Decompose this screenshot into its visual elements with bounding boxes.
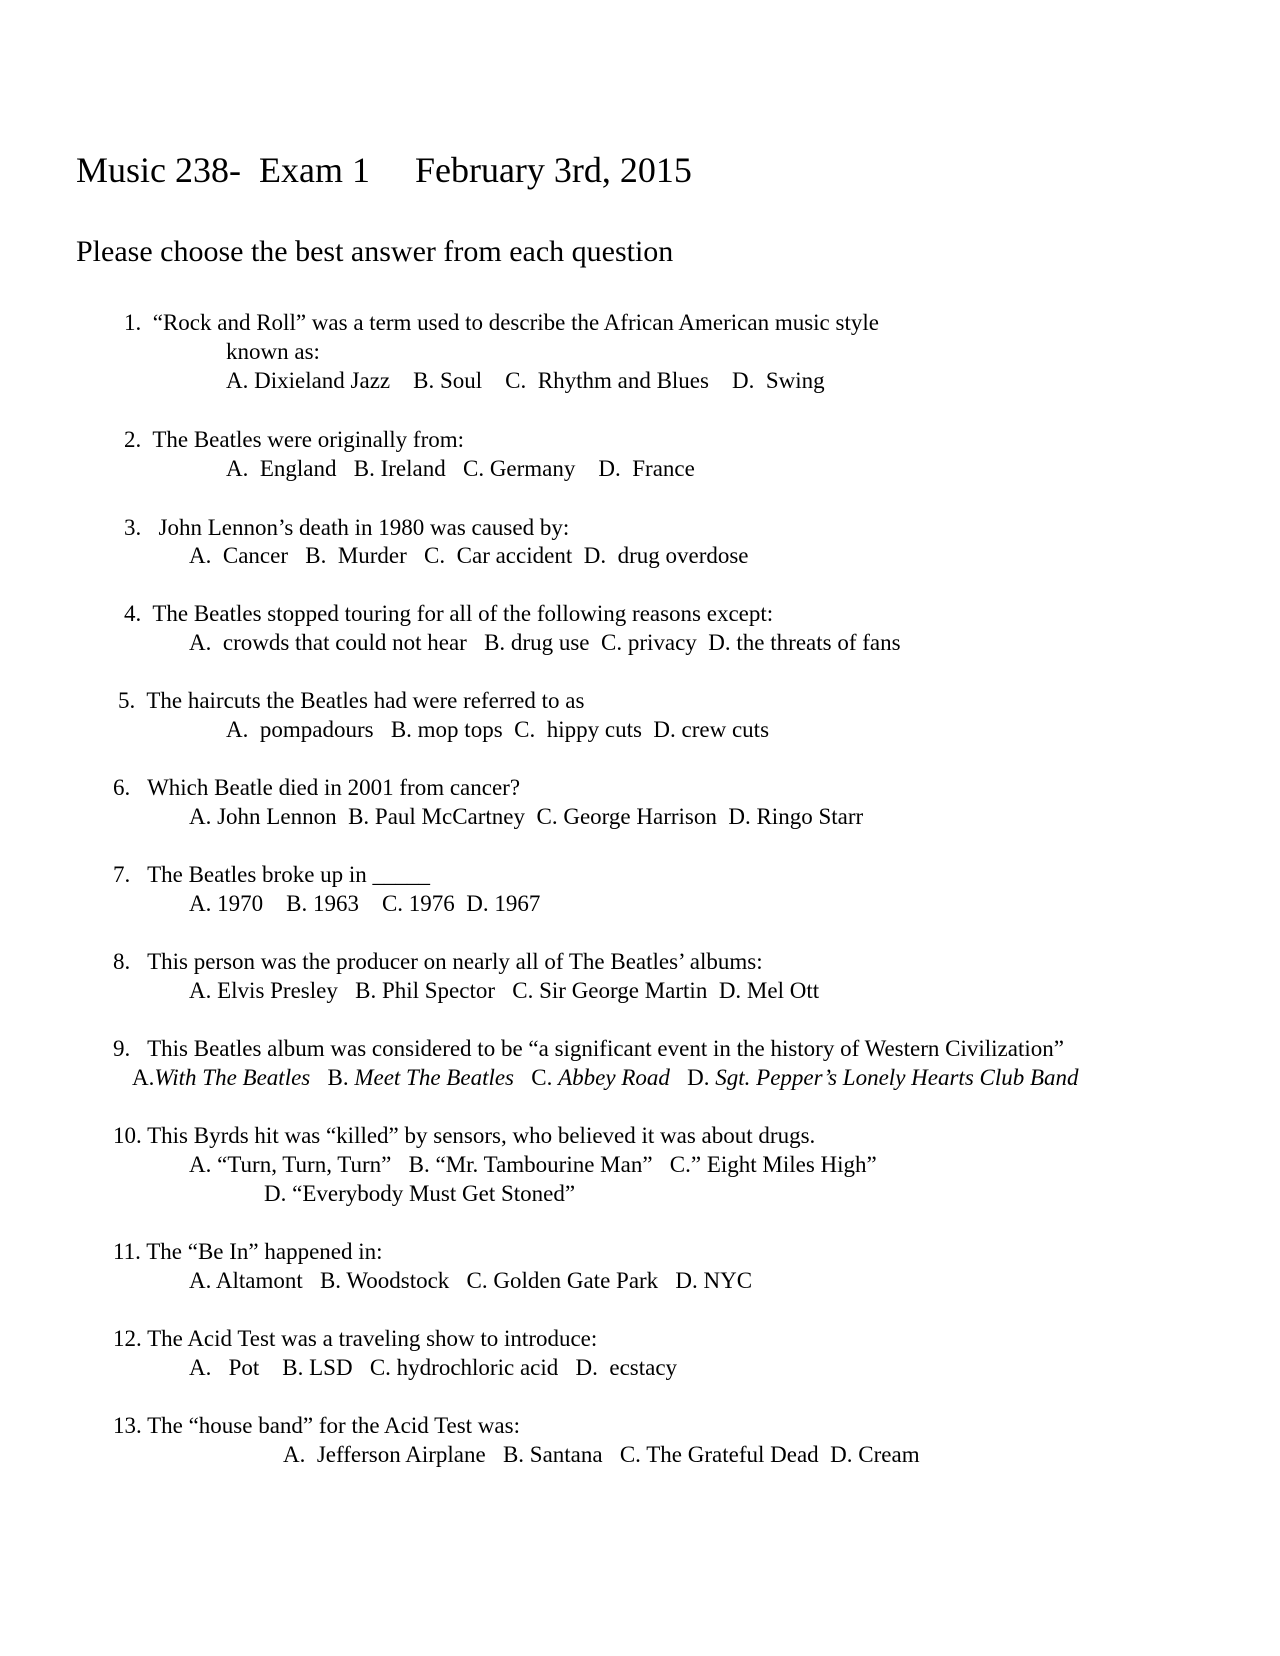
- question-7-text: 7. The Beatles broke up in _____: [113, 862, 431, 887]
- question-1-text: 1. “Rock and Roll” was a term used to describe the African American music style: [124, 310, 879, 335]
- question-9-choice-b-letter: B.: [327, 1065, 355, 1090]
- question-13-choices: A. Jefferson Airplane B. Santana C. The Grateful Dead D. Cream: [283, 1442, 920, 1467]
- question-2-text: 2. The Beatles were originally from:: [124, 427, 465, 452]
- question-9-text: 9. This Beatles album was considered to be “a significant event in the history of Western Civilization”: [113, 1036, 1064, 1061]
- question-10-choices-cont: D. “Everybody Must Get Stoned”: [264, 1181, 576, 1206]
- question-4-text: 4. The Beatles stopped touring for all of the following reasons except:: [124, 601, 774, 626]
- exam-instructions: Please choose the best answer from each question: [76, 235, 674, 268]
- question-9-choice-c-letter: C.: [531, 1065, 559, 1090]
- question-9-choice-a-letter: A.: [132, 1065, 155, 1090]
- question-5-text: 5. The haircuts the Beatles had were referred to as: [118, 688, 585, 713]
- question-4-choices: A. crowds that could not hear B. drug use C. privacy D. the threats of fans: [189, 630, 901, 655]
- question-6-text: 6. Which Beatle died in 2001 from cancer?: [113, 775, 521, 800]
- question-12-text: 12. The Acid Test was a traveling show to introduce:: [113, 1326, 598, 1351]
- question-1-choices: A. Dixieland Jazz B. Soul C. Rhythm and Blues D. Swing: [226, 368, 825, 393]
- question-10-choices: A. “Turn, Turn, Turn” B. “Mr. Tambourine Man” C.” Eight Miles High”: [189, 1152, 877, 1177]
- question-7-choices: A. 1970 B. 1963 C. 1976 D. 1967: [189, 891, 541, 916]
- question-2-choices: A. England B. Ireland C. Germany D. France: [226, 456, 695, 481]
- question-9-choice-d-title: Sgt. Pepper’s Lonely Hearts Club Band: [715, 1065, 1079, 1090]
- question-8-text: 8. This person was the producer on nearly all of The Beatles’ albums:: [113, 949, 763, 974]
- question-3-text: 3. John Lennon’s death in 1980 was caused by:: [124, 515, 570, 540]
- question-6-choices: A. John Lennon B. Paul McCartney C. George Harrison D. Ringo Starr: [189, 804, 864, 829]
- question-5-choices: A. pompadours B. mop tops C. hippy cuts D. crew cuts: [226, 717, 770, 742]
- question-9-choice-c-title: Abbey Road: [558, 1065, 670, 1090]
- question-12-choices: A. Pot B. LSD C. hydrochloric acid D. ecstacy: [189, 1355, 678, 1380]
- question-3-choices: A. Cancer B. Murder C. Car accident D. drug overdose: [189, 543, 749, 568]
- question-9-choice-d-letter: D.: [687, 1065, 716, 1090]
- question-11-choices: A. Altamont B. Woodstock C. Golden Gate Park D. NYC: [189, 1268, 753, 1293]
- exam-title: Music 238- Exam 1 February 3rd, 2015: [76, 150, 692, 190]
- question-8-choices: A. Elvis Presley B. Phil Spector C. Sir George Martin D. Mel Ott: [189, 978, 820, 1003]
- question-9-choice-a-title: With The Beatles: [154, 1065, 311, 1090]
- question-10-text: 10. This Byrds hit was “killed” by sensors, who believed it was about drugs.: [113, 1123, 816, 1148]
- question-11-text: 11. The “Be In” happened in:: [113, 1239, 383, 1264]
- question-1-text-cont: known as:: [226, 339, 320, 364]
- question-13-text: 13. The “house band” for the Acid Test was:: [113, 1413, 520, 1438]
- question-9-choice-b-title: Meet The Beatles: [354, 1065, 515, 1090]
- question-9-choices: [132, 1063, 1079, 1092]
